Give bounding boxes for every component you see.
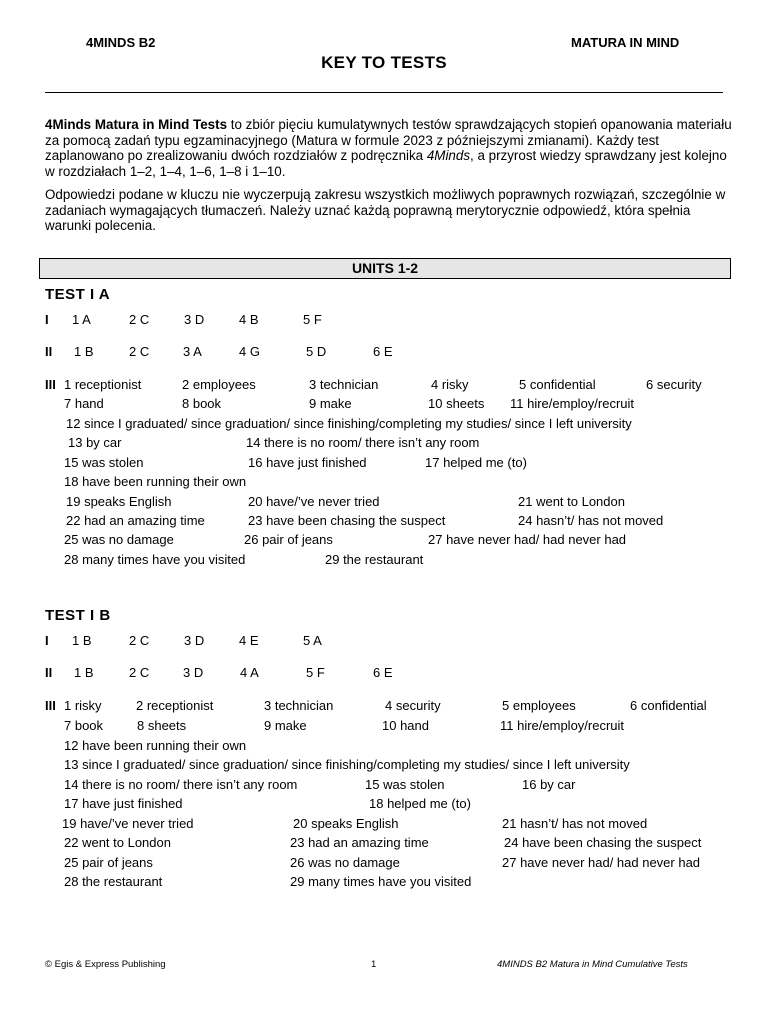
answer: 8 book — [182, 396, 222, 411]
answer: 4 G — [239, 344, 260, 359]
answer: 13 by car — [68, 435, 122, 450]
answer: 6 confidential — [630, 698, 707, 713]
answer: 10 sheets — [428, 396, 485, 411]
header-left: 4MINDS B2 — [86, 35, 156, 50]
answer: 9 make — [264, 718, 307, 733]
answer: 23 have been chasing the suspect — [248, 513, 446, 528]
answer: 2 C — [129, 312, 150, 327]
answer: 1 A — [72, 312, 91, 327]
test-b-i-label: I — [45, 633, 49, 648]
answer: 9 make — [309, 396, 352, 411]
answer: 20 have/’ve never tried — [248, 494, 380, 509]
answer: 22 went to London — [64, 835, 171, 850]
test-a-i-label: I — [45, 312, 49, 327]
intro-text-b: , a przyrost wiedzy sprawdzany jest kolejno w rozdziałach 1–2, 1–4, 1–6, 1–8 i 1–10. — [45, 148, 727, 179]
answer: 17 helped me (to) — [425, 455, 527, 470]
footer-publisher: © Egis & Express Publishing — [45, 959, 166, 970]
test-a-title: TEST I A — [45, 286, 111, 303]
answer: 26 was no damage — [290, 855, 400, 870]
answer: 18 helped me (to) — [369, 796, 471, 811]
answer: 15 was stolen — [365, 777, 445, 792]
answer: 14 there is no room/ there isn’t any room — [246, 435, 480, 450]
answer: 2 receptionist — [136, 698, 214, 713]
answer: 19 have/’ve never tried — [62, 816, 194, 831]
answer: 21 went to London — [518, 494, 625, 509]
answer: 25 was no damage — [64, 532, 174, 547]
test-a-iii-label: III — [45, 377, 56, 392]
test-b-ii-label: II — [45, 665, 53, 680]
answer: 1 risky — [64, 698, 102, 713]
answer: 28 many times have you visited — [64, 552, 246, 567]
answer: 15 was stolen — [64, 455, 144, 470]
answer: 12 since I graduated/ since graduation/ since finishing/completing my studies/ since I left university — [66, 416, 632, 431]
answer: 1 B — [72, 633, 92, 648]
answer: 3 A — [183, 344, 202, 359]
answer: 19 speaks English — [66, 494, 172, 509]
answer: 6 E — [373, 344, 393, 359]
answer: 3 D — [184, 312, 205, 327]
footer-series-italic: 4MINDS B2 Matura in Mind Cumulative Tests — [497, 959, 688, 970]
answer: 11 hire/employ/recruit — [500, 718, 625, 733]
answer: 8 sheets — [137, 718, 187, 733]
answer: 3 technician — [264, 698, 334, 713]
answer: 26 pair of jeans — [244, 532, 333, 547]
answer: 4 E — [239, 633, 259, 648]
intro-paragraph-2: Odpowiedzi podane w kluczu nie wyczerpują zakresu wszystkich możliwych poprawnych rozwiązań, szczególnie w zadaniach wymagających tłumaczeń. Należy uznać każdą poprawną merytorycznie odpowiedź, która spełnia warunki polecenia. — [45, 187, 726, 233]
answer: 29 many times have you visited — [290, 874, 472, 889]
answer: 18 have been running their own — [64, 474, 247, 489]
answer: 5 D — [306, 344, 327, 359]
answer: 7 book — [64, 718, 104, 733]
answer: 6 security — [646, 377, 702, 392]
answer: 5 employees — [502, 698, 576, 713]
answer: 4 security — [385, 698, 441, 713]
answer: 1 B — [74, 665, 94, 680]
header-divider — [45, 92, 723, 93]
answer: 17 have just finished — [64, 796, 183, 811]
answer: 1 B — [74, 344, 94, 359]
answer: 25 pair of jeans — [64, 855, 153, 870]
test-b-iii-label: III — [45, 698, 56, 713]
answer: 4 B — [239, 312, 259, 327]
page-title: KEY TO TESTS — [321, 53, 447, 72]
answer: 4 risky — [431, 377, 469, 392]
intro-text-a: to zbiór pięciu kumulatywnych testów sprawdzających stopień opanowania materiału za pomocą zadań typu egzaminacyjnego (Matura w formule 2023 z późniejszymi zmianami). Każdy test zaplanowano po zrealizowaniu dwóch rozdziałów z podręcznika — [45, 117, 732, 163]
intro-italic-title: 4Minds — [426, 148, 471, 163]
answer: 2 C — [129, 665, 150, 680]
answer: 3 technician — [309, 377, 379, 392]
answer: 16 by car — [522, 777, 576, 792]
answer: 1 receptionist — [64, 377, 142, 392]
answer: 21 hasn’t/ has not moved — [502, 816, 648, 831]
test-b-title: TEST I B — [45, 607, 111, 624]
answer: 4 A — [240, 665, 259, 680]
answer: 20 speaks English — [293, 816, 399, 831]
footer-page-number: 1 — [371, 959, 377, 970]
answer: 29 the restaurant — [325, 552, 424, 567]
answer: 2 employees — [182, 377, 256, 392]
answer: 7 hand — [64, 396, 104, 411]
answer: 10 hand — [382, 718, 429, 733]
answer: 24 have been chasing the suspect — [504, 835, 702, 850]
answer: 2 C — [129, 344, 150, 359]
answer: 27 have never had/ had never had — [502, 855, 701, 870]
answer: 3 D — [184, 633, 205, 648]
answer: 5 F — [306, 665, 325, 680]
answer: 27 have never had/ had never had — [428, 532, 627, 547]
answer: 24 hasn’t/ has not moved — [518, 513, 664, 528]
answer: 16 have just finished — [248, 455, 367, 470]
answer: 23 had an amazing time — [290, 835, 429, 850]
answer: 3 D — [183, 665, 204, 680]
answer: 5 confidential — [519, 377, 596, 392]
test-a-ii-label: II — [45, 344, 53, 359]
answer: 11 hire/employ/recruit — [510, 396, 635, 411]
answer: 5 A — [303, 633, 322, 648]
header-right: MATURA IN MIND — [571, 35, 680, 50]
answer: 12 have been running their own — [64, 738, 247, 753]
answer: 28 the restaurant — [64, 874, 163, 889]
intro-paragraph-1 — [45, 117, 735, 179]
footer-series-title — [497, 959, 688, 970]
answer: 14 there is no room/ there isn’t any room — [64, 777, 298, 792]
intro-bold-lead: 4Minds Matura in Mind Tests — [45, 117, 228, 132]
answer: 22 had an amazing time — [66, 513, 205, 528]
answer: 2 C — [129, 633, 150, 648]
answer: 5 F — [303, 312, 322, 327]
answer: 6 E — [373, 665, 393, 680]
answer: 13 since I graduated/ since graduation/ since finishing/completing my studies/ since I left university — [64, 757, 630, 772]
section-heading: UNITS 1-2 — [39, 258, 731, 279]
